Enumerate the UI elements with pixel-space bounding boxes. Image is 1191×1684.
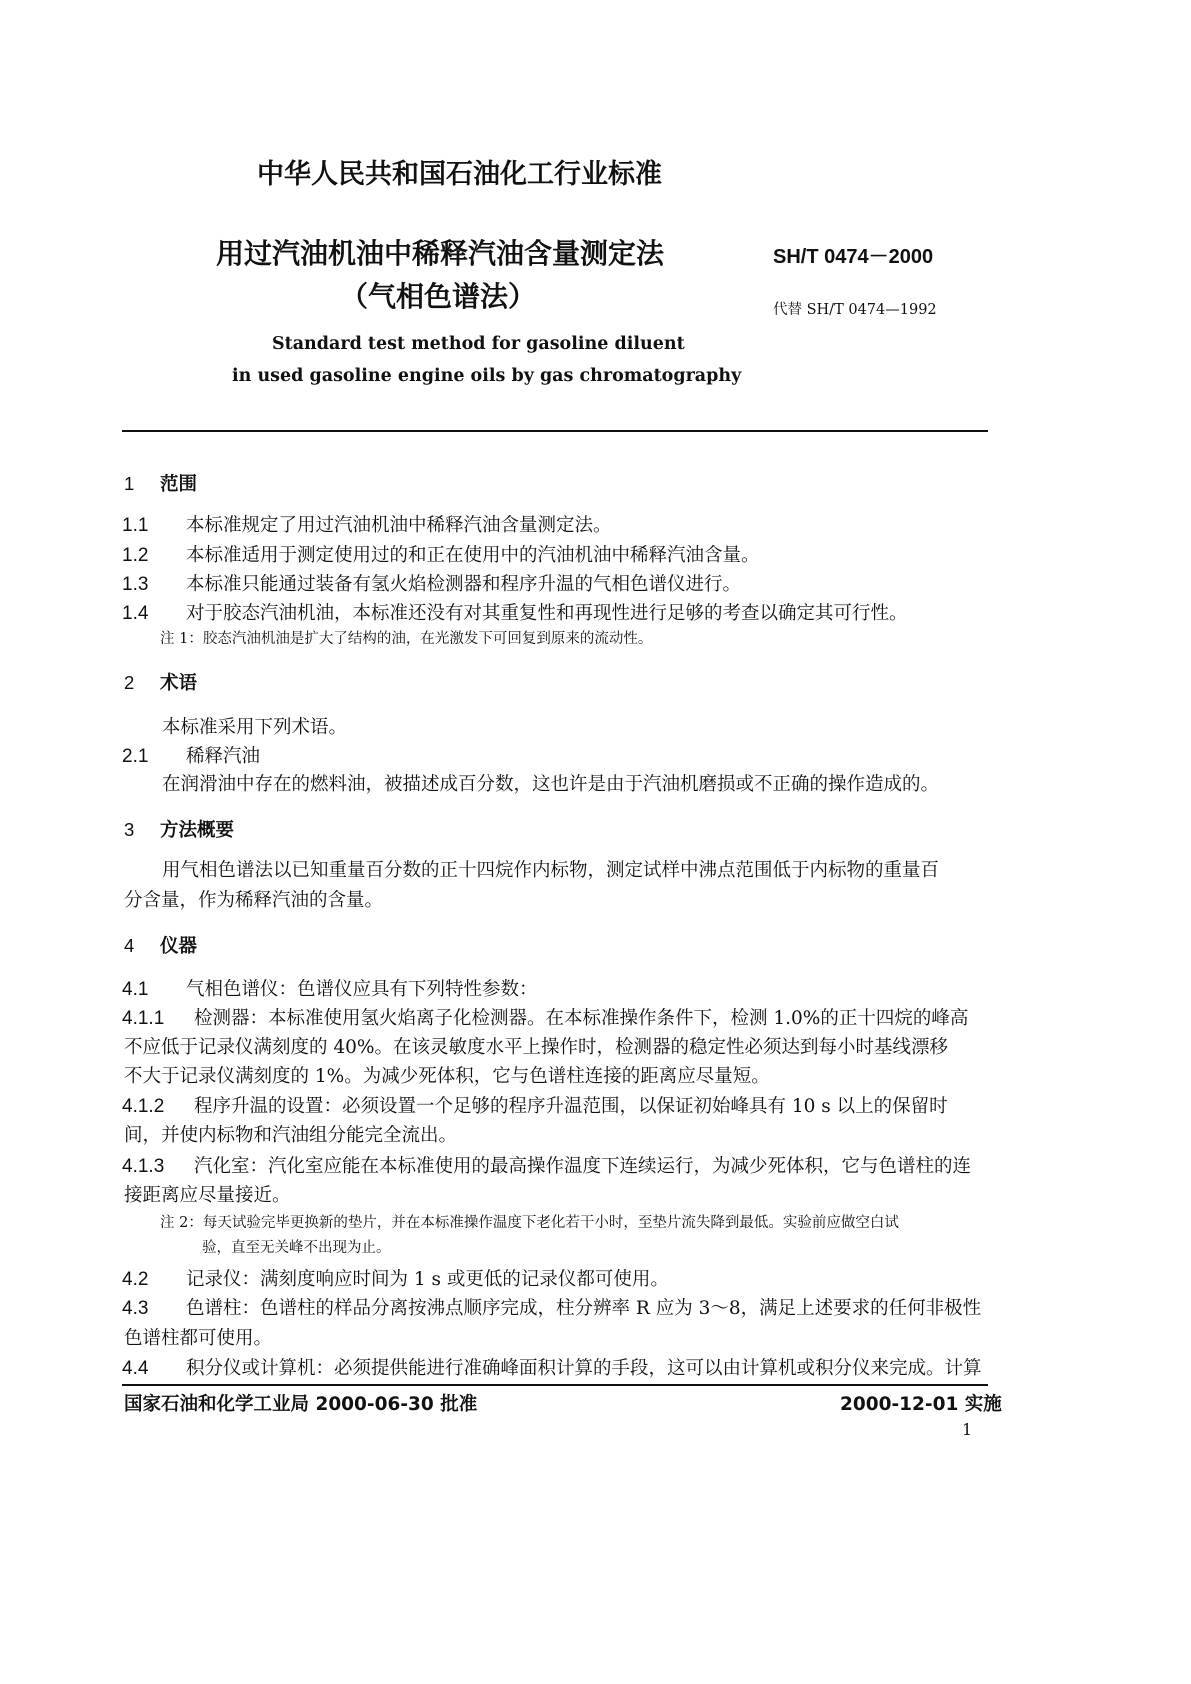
section-title: 方法概要 <box>160 820 235 841</box>
page-number: 1 <box>962 1420 973 1439</box>
note-1: 注 1：胶态汽油机油是扩大了结构的油，在光激发下可回复到原来的流动性。 <box>160 631 653 647</box>
clause-4-1-1-line3: 不大于记录仪满刻度的 1%。为减少死体积，它与色谱柱连接的距离应尽量短。 <box>124 1066 770 1087</box>
effective-date: 2000-12-01 实施 <box>840 1394 1002 1415</box>
title-cn-line1: 用过汽油机油中稀释汽油含量测定法 <box>216 237 665 270</box>
section-title: 仪器 <box>160 936 198 957</box>
header-rule <box>122 430 988 432</box>
clause-text: 程序升温的设置：必须设置一个足够的程序升温范围，以保证初始峰具有 10 s 以上的保留时 <box>194 1096 948 1117</box>
clause-number: 1.3 <box>122 574 149 595</box>
issuing-org: 中华人民共和国石油化工行业标准 <box>257 159 662 190</box>
section-number: 4 <box>124 935 135 956</box>
section-2-intro: 本标准采用下列术语。 <box>162 717 348 738</box>
section-3-heading <box>124 816 234 842</box>
section-number: 1 <box>124 473 135 494</box>
clause-text: 本标准只能通过装备有氢火焰检测器和程序升温的气相色谱仪进行。 <box>186 574 742 595</box>
note-2-line1: 注 2：每天试验完毕更换新的垫片，并在本标准操作温度下老化若干小时，至垫片流失降到最低。实验前应做空白试 <box>160 1215 899 1231</box>
clause-number: 1.4 <box>122 603 149 624</box>
clause-4-1-2-line1 <box>122 1092 948 1118</box>
approval-date: 国家石油和化学工业局 2000-06-30 批准 <box>124 1394 478 1415</box>
title-cn-line2: （气相色谱法） <box>340 280 537 313</box>
clause-4-3-line1 <box>122 1294 981 1320</box>
section-number: 3 <box>124 819 135 840</box>
clause-1-2 <box>122 541 760 567</box>
clause-text: 色谱柱：色谱柱的样品分离按沸点顺序完成，柱分辨率 R 应为 3～8，满足上述要求的任何非极性 <box>186 1298 982 1319</box>
clause-text: 本标准规定了用过汽油机油中稀释汽油含量测定法。 <box>186 515 612 536</box>
clause-number: 4.1.3 <box>122 1156 165 1177</box>
clause-4-4 <box>122 1354 982 1380</box>
clause-number: 4.2 <box>122 1269 149 1290</box>
clause-4-1-2-line2: 间，并使内标物和汽油组分能完全流出。 <box>124 1125 458 1146</box>
clause-4-1 <box>122 975 538 1001</box>
section-1-heading <box>124 470 197 496</box>
clause-text: 本标准适用于测定使用过的和正在使用中的汽油机油中稀释汽油含量。 <box>186 545 760 566</box>
clause-text: 检测器：本标准使用氢火焰离子化检测器。在本标准操作条件下，检测 1.0%的正十四烷的峰高 <box>194 1008 969 1029</box>
title-en-line2: in used gasoline engine oils by gas chromatography <box>232 366 742 386</box>
note-2-line2: 验，直至无关峰不出现为止。 <box>202 1240 391 1256</box>
clause-text: 汽化室：汽化室应能在本标准使用的最高操作温度下连续运行，为减少死体积，它与色谱柱的连 <box>194 1156 972 1177</box>
clause-number: 2.1 <box>122 746 149 767</box>
clause-1-4 <box>122 599 908 625</box>
clause-4-1-3-line1 <box>122 1152 971 1178</box>
clause-1-1 <box>122 511 612 537</box>
clause-number: 4.1 <box>122 979 149 1000</box>
clause-number: 4.1.2 <box>122 1096 165 1117</box>
clause-text: 对于胶态汽油机油，本标准还没有对其重复性和再现性进行足够的考查以确定其可行性。 <box>186 603 908 624</box>
clause-4-1-1-line2: 不应低于记录仪满刻度的 40%。在该灵敏度水平上操作时，检测器的稳定性必须达到每小时基线漂移 <box>124 1037 949 1058</box>
title-en-line1: Standard test method for gasoline diluent <box>272 334 685 354</box>
clause-number: 1.1 <box>122 515 149 536</box>
clause-number: 4.4 <box>122 1358 149 1379</box>
footer-rule <box>122 1384 988 1386</box>
clause-text: 气相色谱仪：色谱仪应具有下列特性参数： <box>186 979 538 1000</box>
clause-number: 1.2 <box>122 545 149 566</box>
section-title: 范围 <box>160 474 198 495</box>
section-number: 2 <box>124 672 135 693</box>
standard-number: SH/T 0474－2000 <box>773 246 934 268</box>
clause-number: 4.1.1 <box>122 1008 165 1029</box>
clause-text: 记录仪：满刻度响应时间为 1 s 或更低的记录仪都可使用。 <box>186 1269 669 1290</box>
section-2-heading <box>124 669 197 695</box>
section-3-text-line2: 分含量，作为稀释汽油的含量。 <box>124 890 384 911</box>
section-3-text-line1: 用气相色谱法以已知重量百分数的正十四烷作内标物，测定试样中沸点范围低于内标物的重量百 <box>162 860 940 881</box>
clause-4-1-3-line2: 接距离应尽量接近。 <box>124 1185 291 1206</box>
clause-4-1-1-line1 <box>122 1004 968 1030</box>
clause-text: 积分仪或计算机：必须提供能进行准确峰面积计算的手段，这可以由计算机或积分仪来完成。计算 <box>186 1358 982 1379</box>
section-4-heading <box>124 932 197 958</box>
clause-2-1 <box>122 742 260 768</box>
term-definition: 在润滑油中存在的燃料油，被描述成百分数，这也许是由于汽油机磨损或不正确的操作造成的。 <box>162 774 940 795</box>
clause-number: 4.3 <box>122 1298 149 1319</box>
clause-1-3 <box>122 570 741 596</box>
replaces-standard: 代替 SH/T 0474—1992 <box>773 302 937 318</box>
clause-4-3-line2: 色谱柱都可使用。 <box>124 1328 273 1349</box>
clause-4-2 <box>122 1265 669 1291</box>
section-title: 术语 <box>160 673 198 694</box>
term-name: 稀释汽油 <box>186 746 261 767</box>
